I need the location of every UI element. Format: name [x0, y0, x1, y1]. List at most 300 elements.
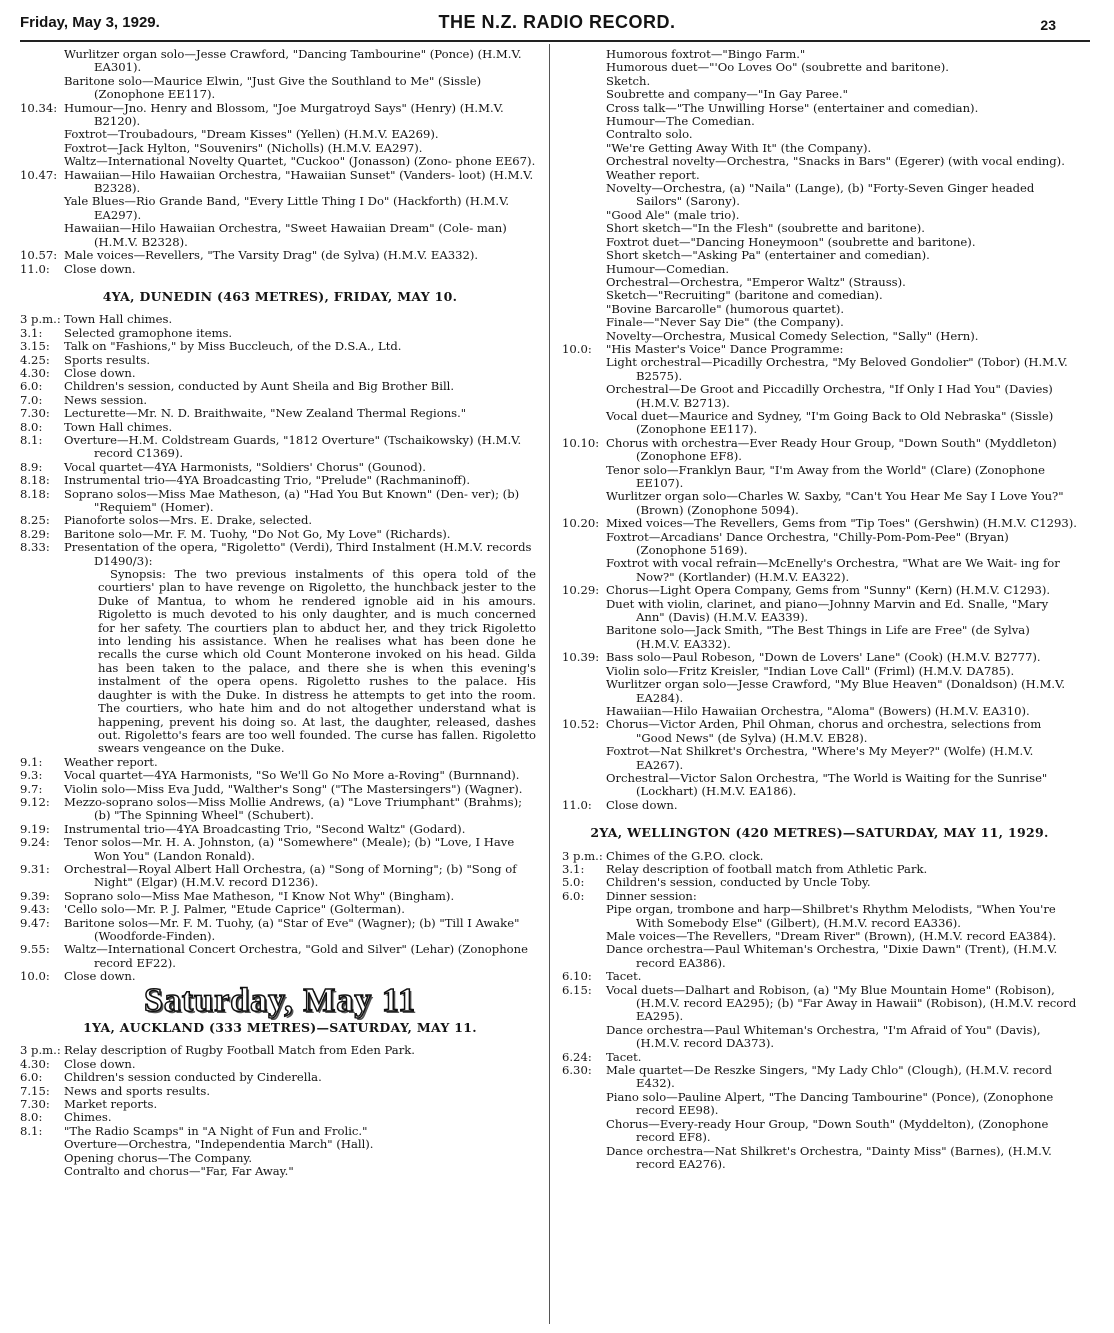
programme-line: Hawaiian—Hilo Hawaiian Orchestra, "Sweet Hawaiian Dream" (Cole-: [64, 221, 474, 236]
programme-line: (H.M.V. EA284).: [636, 677, 1066, 705]
programme-line: (Burnnand).: [448, 768, 520, 783]
programme-line: Children's session conducted by Cinderella.: [64, 1070, 322, 1085]
programme-time: 10.57:: [20, 248, 58, 263]
programme-line: Soprano solo—Miss Mae Matheson, "I Know Not Why" (Bingham).: [64, 888, 455, 903]
programme-text: [606, 88, 1077, 101]
programme-line: B2777).: [994, 650, 1041, 665]
programme-line: Tenor solo—Franklyn Baur, "I'm Away from the World" (Clare): [606, 462, 972, 477]
programme-time: 3.15:: [20, 339, 50, 354]
programme-entry: [562, 678, 1077, 705]
programme-entry: [20, 1138, 540, 1151]
programme-line: Close down.: [64, 969, 136, 984]
programme-time: 9.39:: [20, 888, 50, 903]
programme-text: [64, 102, 540, 129]
programme-line: Instrumental trio—4YA Broadcasting Trio, "Second Waltz" (Godard).: [64, 821, 466, 836]
programme-line: Sketch.: [606, 73, 651, 88]
programme-time: 10.52:: [562, 717, 600, 732]
programme-line: Chimes.: [64, 1110, 112, 1125]
programme-line: "We're Getting Away With It" (the Company).: [606, 140, 872, 155]
programme-text: [606, 236, 1077, 249]
programme-line: "Good Ale" (male trio).: [606, 207, 740, 222]
programme-entry: [20, 474, 540, 487]
programme-line: EA384).: [1009, 929, 1057, 943]
programme-line: "His Master's Voice" Dance Programme:: [606, 341, 844, 356]
programme-time: 11.0:: [20, 261, 50, 276]
programme-text: [606, 330, 1077, 343]
programme-text: [64, 407, 540, 420]
programme-line: Male voices—The Revellers, "Dream River" (Brown), (H.M.V. record: [606, 929, 1006, 943]
programme-entry: [20, 1111, 540, 1124]
programme-text: [64, 488, 540, 515]
programme-time: 3 p.m.:: [20, 312, 61, 327]
programme-text: [64, 169, 540, 196]
programme-line: Novelty—Orchestra, Musical Comedy Selection, "Sally" (Hern).: [606, 328, 979, 343]
programme-entry: [562, 705, 1077, 718]
programme-time: 10.39:: [562, 650, 600, 665]
programme-entry: [562, 799, 1077, 812]
programme-line: (Brahms); (b) "The Spinning Wheel" (Schubert).: [94, 794, 523, 823]
programme-line: Vocal quartet—4YA Harmonists, "So We'll Go No More a-Roving": [64, 768, 445, 783]
programme-entry: [562, 1064, 1077, 1091]
programme-line: Dance orchestra—Nat Shilkret's Orchestra, "Dainty Miss" (Barnes),: [606, 1143, 1005, 1158]
programme-text: [606, 1118, 1077, 1145]
programme-entry: [562, 222, 1077, 235]
programme-entry: [20, 421, 540, 434]
programme-entry: [562, 890, 1077, 903]
programme-line: Soubrette and company—"In Gay Paree.": [606, 87, 848, 102]
programme-text: [64, 903, 540, 916]
programme-entry: [20, 514, 540, 527]
programme-entry: [562, 624, 1077, 651]
programme-text: [64, 917, 540, 944]
programme-entry: [20, 836, 540, 863]
programme-entry: [20, 434, 540, 461]
page-number: 23: [1040, 17, 1056, 33]
programme-entry: [562, 142, 1077, 155]
programme-line: Humour—Jno. Henry and Blossom, "Joe Murgatroyd Says" (Henry): [64, 100, 457, 115]
programme-text: [606, 182, 1077, 209]
programme-time: 8.9:: [20, 459, 43, 474]
programme-line: Opening chorus—The Company.: [64, 1150, 253, 1165]
programme-text: [64, 327, 540, 340]
programme-line: Yale Blues—Rio Grande Band, "Every Little Thing I Do" (Hackforth): [64, 194, 462, 209]
programme-entry: [562, 303, 1077, 316]
programme-line: Male quartet—De Reszke Singers, "My Lady Chlo" (Clough), (H.M.V.: [606, 1063, 1010, 1078]
programme-text: [64, 354, 540, 367]
programme-entry: [562, 584, 1077, 597]
programme-entry: [20, 541, 540, 568]
programme-text: [64, 340, 540, 353]
programme-line: Mixed voices—The Revellers, Gems from "Tip Toes" (Gershwin): [606, 516, 980, 531]
programme-entry: [562, 289, 1077, 302]
programme-text: [64, 1111, 540, 1124]
programme-entry: [20, 1085, 540, 1098]
programme-line: Hawaiian—Hilo Hawaiian Orchestra, "Aloma" (Bowers) (H.M.V.: [606, 703, 979, 718]
programme-entry: [20, 528, 540, 541]
programme-text: [606, 665, 1077, 678]
programme-time: 9.43:: [20, 902, 50, 917]
programme-entry: [20, 380, 540, 393]
programme-line: Duet with violin, clarinet, and piano—Johnny Marvin and Ed. Snalle,: [606, 596, 1009, 611]
programme-line: Vocal duet—Maurice and Sydney, "I'm Going Back to Old Nebraska": [606, 408, 1007, 423]
programme-entry: [562, 970, 1077, 983]
programme-text: [64, 863, 540, 890]
programme-entry: [20, 943, 540, 970]
programme-line: Bass solo—Paul Robeson, "Down de Lovers' Lane" (Cook) (H.M.V.: [606, 650, 991, 665]
programme-entry: [562, 330, 1077, 343]
programme-text: [606, 61, 1077, 74]
programme-entry: [562, 772, 1077, 799]
programme-text: [64, 195, 540, 222]
programme-entry: [562, 410, 1077, 437]
programme-text: [606, 1091, 1077, 1118]
programme-list: [20, 48, 540, 276]
programme-text: [64, 48, 540, 75]
programme-line: Chorus—Every-ready Hour Group, "Down South" (Myddelton),: [606, 1116, 975, 1131]
programme-text: [606, 970, 1077, 983]
programme-line: (H.M.V. B2575).: [636, 355, 1068, 383]
programme-time: 10.10:: [562, 435, 600, 450]
programme-entry: [562, 209, 1077, 222]
programme-entry: [20, 155, 540, 168]
programme-entry: [562, 1091, 1077, 1118]
programme-text: [64, 890, 540, 903]
programme-entry: [562, 490, 1077, 517]
programme-line: Baritone solos—Mr. F. M. Tuohy, (a) "Star of Eve" (Wagner); (b): [64, 915, 436, 930]
programme-text: [606, 598, 1077, 625]
programme-text: [64, 461, 540, 474]
programme-line: Overture—H.M. Coldstream Guards, "1812 Overture" (Tschaikowsky): [64, 432, 474, 447]
programme-line: C1293).: [1003, 583, 1051, 598]
programme-line: Foxtrot—Jack Hylton, "Souvenirs" (Nicholls) (H.M.V. EA297).: [64, 140, 423, 155]
programme-line: headed Sailors" (Sarony).: [636, 181, 1035, 209]
header-rule: [20, 40, 1090, 42]
programme-time: 7.30:: [20, 1097, 50, 1112]
programme-line: Violin solo—Miss Eva Judd, "Walther's Song" ("The Mastersingers"): [64, 781, 461, 796]
programme-text: [606, 850, 1077, 863]
programme-text: [606, 624, 1077, 651]
programme-time: 8.25:: [20, 513, 50, 528]
programme-text: [64, 421, 540, 434]
programme-text: [606, 678, 1077, 705]
programme-entry: [20, 313, 540, 326]
programme-time: 4.30:: [20, 365, 50, 380]
programme-text: [64, 783, 540, 796]
programme-time: 9.47:: [20, 915, 50, 930]
programme-line: Instrumental trio—4YA Broadcasting Trio, "Prelude" (Rachmaninoff).: [64, 473, 471, 488]
programme-entry: [20, 142, 540, 155]
programme-time: 7.0:: [20, 392, 43, 407]
programme-line: Tacet.: [606, 969, 642, 984]
programme-entry: [20, 769, 540, 782]
programme-text: [64, 1165, 540, 1178]
programme-line: (Zonophone record EF22).: [94, 942, 528, 970]
programme-entry: [20, 340, 540, 353]
programme-entry: [562, 169, 1077, 182]
programme-line: 'Cello solo—Mr. P. J. Palmer, "Etude Caprice" (Golterman).: [64, 902, 405, 917]
programme-entry: [562, 383, 1077, 410]
programme-line: loot) (H.M.V. B2328).: [94, 167, 534, 196]
programme-entry: [562, 128, 1077, 141]
programme-line: Violin solo—Fritz Kreisler, "Indian Love Call" (Friml) (H.M.V.: [606, 663, 963, 678]
programme-entry: [20, 1071, 540, 1084]
programme-line: Children's session, conducted by Aunt Sheila and Big Brother Bill.: [64, 379, 455, 394]
programme-text: [606, 490, 1077, 517]
programme-entry: [562, 745, 1077, 772]
programme-line: Lecturette—Mr. N. D. Braithwaite, "New Zealand Thermal Regions.": [64, 406, 467, 421]
programme-text: [64, 1085, 540, 1098]
programme-time: 8.1:: [20, 1123, 43, 1138]
programme-time: 9.7:: [20, 781, 43, 796]
programme-line: Orchestral—De Groot and Piccadilly Orchestra, "If Only I Had You": [606, 382, 1001, 397]
programme-line: Sports results.: [64, 352, 151, 367]
programme-entry: [20, 863, 540, 890]
programme-text: [606, 48, 1077, 61]
programme-text: [64, 528, 540, 541]
programme-time: 8.0:: [20, 1110, 43, 1125]
programme-line: Pianoforte solos—Mrs. E. Drake, selected.: [64, 513, 313, 528]
programme-line: (Davis), (H.M.V. record DA373).: [636, 1022, 1041, 1051]
programme-text: [606, 155, 1077, 168]
programme-text: [606, 943, 1077, 970]
programme-entry: [20, 1098, 540, 1111]
programme-line: ending).: [1016, 154, 1065, 169]
programme-line: Foxtrot—Arcadians' Dance Orchestra, "Chilly-Pom-Pom-Pee" (Bryan): [606, 529, 1009, 544]
programme-entry: [20, 169, 540, 196]
programme-line: "Love, I Have Won You" (Landon Ronald).: [94, 835, 515, 863]
programme-text: [64, 394, 540, 407]
programme-text: [64, 434, 540, 461]
programme-line: Light orchestral—Picadilly Orchestra, "My Beloved Gondolier" (Tobor): [606, 355, 1021, 370]
programme-text: [606, 128, 1077, 141]
programme-line: Sylva) (H.M.V. EA332).: [636, 623, 1030, 651]
programme-line: Selected gramophone items.: [64, 325, 233, 340]
programme-entry: [562, 876, 1077, 889]
programme-line: (Sissle) (Zonophone EE117).: [636, 408, 1054, 437]
programme-line: Sunrise" (Lockhart) (H.M.V. EA186).: [636, 770, 1048, 799]
programme-line: man) (H.M.V. B2328).: [94, 221, 507, 249]
programme-text: [64, 1098, 540, 1111]
programme-list: [562, 850, 1077, 1172]
programme-line: Dinner session:: [606, 888, 697, 903]
programme-time: 8.1:: [20, 432, 43, 447]
programme-time: 6.0:: [562, 888, 585, 903]
programme-line: Humorous foxtrot—"Bingo Farm.": [606, 47, 806, 61]
programme-text: [64, 756, 540, 769]
programme-text: [606, 651, 1077, 664]
programme-text: [64, 541, 540, 568]
programme-line: DA785).: [966, 663, 1015, 678]
programme-line: Cross talk—"The Unwilling Horse" (entertainer and comedian).: [606, 100, 979, 115]
programme-line: EA332).: [430, 248, 479, 263]
programme-line: Orchestral—Victor Salon Orchestra, "The World is Waiting for the: [606, 770, 994, 785]
programme-line: Contralto solo.: [606, 127, 693, 142]
programme-line: Waltz—International Novelty Quartet, "Cuckoo" (Jonasson) (Zono-: [64, 154, 452, 169]
programme-line: Tacet.: [606, 1049, 642, 1064]
programme-entry: [562, 464, 1077, 491]
programme-line: Contralto and chorus—"Far, Far Away.": [64, 1164, 294, 1179]
programme-line: Soprano solos—Miss Mae Matheson, (a) "Had You But Known" (Den-: [64, 486, 468, 501]
programme-time: 9.3:: [20, 768, 43, 783]
programme-text: [606, 876, 1077, 889]
programme-line: (H.M.V. records D1490/3):: [94, 540, 532, 568]
programme-line: "The Radio Scamps" in "A Night of Fun and Frolic.": [64, 1123, 368, 1138]
programme-text: [64, 367, 540, 380]
page-header: [0, 0, 1114, 40]
programme-line: Novelty—Orchestra, (a) "Naila" (Lange), (b) "Forty-Seven Ginger: [606, 181, 988, 196]
programme-entry: [562, 276, 1077, 289]
programme-line: Male voices—Revellers, "The Varsity Drag" (de Sylva) (H.M.V.: [64, 248, 428, 263]
programme-line: Foxtrot with vocal refrain—McEnelly's Orchestra, "What are We Wait-: [606, 556, 1017, 571]
programme-line: Orchestral novelty—Orchestra, "Snacks in Bars" (Egerer) (with vocal: [606, 154, 1013, 169]
section-heading-2ya: 2YA, WELLINGTON (420 METRES)—SATURDAY, MAY 11, 1929.: [590, 825, 1049, 841]
programme-entry: [20, 222, 540, 249]
programme-entry: [562, 984, 1077, 1024]
programme-time: 6.0:: [20, 379, 43, 394]
programme-time: 9.55:: [20, 942, 50, 957]
programme-line: (Wagner).: [464, 781, 523, 796]
programme-line: Chorus—Light Opera Company, Gems from "Sunny" (Kern) (H.M.V.: [606, 583, 1000, 598]
programme-line: News and sports results.: [64, 1083, 211, 1098]
programme-line: Hawaiian—Hilo Hawaiian Orchestra, "Hawaiian Sunset" (Vanders-: [64, 167, 456, 182]
programme-entry: [562, 182, 1077, 209]
programme-line: Talk on "Fashions," by Miss Buccleuch, of the D.S.A., Ltd.: [64, 339, 402, 354]
programme-line: Waltz—International Concert Orchestra, "Gold and Silver" (Lehar): [64, 942, 455, 957]
programme-time: 6.30:: [562, 1063, 592, 1078]
programme-text: [606, 75, 1077, 88]
programme-line: Chorus with orchestra—Ever Ready Hour Group, "Down South": [606, 435, 982, 450]
programme-line: (H.M.V. EA267).: [636, 744, 1034, 772]
programme-line: Finale—"Never Say Die" (the Company).: [606, 315, 844, 330]
programme-line: (Davies) (H.M.V. B2713).: [636, 382, 1053, 410]
programme-entry: [562, 343, 1077, 356]
programme-entry: [562, 718, 1077, 745]
programme-time: 4.30:: [20, 1056, 50, 1071]
programme-text: [606, 209, 1077, 222]
programme-line: Foxtrot duet—"Dancing Honeymoon" (soubrette and baritone).: [606, 234, 976, 249]
programme-text: [606, 303, 1077, 316]
programme-line: (Robison), (H.M.V. record EA295); (b) "Far Away in Hawaii": [636, 982, 1055, 1011]
programme-time: 9.1:: [20, 754, 43, 769]
programme-entry: [562, 1145, 1077, 1172]
programme-line: Overture—Orchestra, "Independentia March" (Hall).: [64, 1137, 374, 1152]
programme-line: Dance orchestra—Paul Whiteman's Orchestra, "I'm Afraid of You": [606, 1022, 992, 1037]
programme-time: 8.18:: [20, 486, 50, 501]
programme-text: [64, 943, 540, 970]
programme-list: [20, 756, 540, 984]
issue-date: Friday, May 3, 1929.: [20, 14, 160, 31]
programme-line: Love You?" (Brown) (Zonophone 5094).: [636, 489, 1064, 517]
programme-time: 9.19:: [20, 821, 50, 836]
programme-line: (H.M.V. EA297).: [94, 194, 510, 222]
programme-text: [606, 718, 1077, 745]
programme-time: 3.1:: [20, 325, 43, 340]
programme-line: EA310).: [982, 703, 1030, 718]
programme-text: [606, 276, 1077, 289]
programme-text: [64, 263, 540, 276]
programme-entry: [20, 128, 540, 141]
programme-text: [64, 142, 540, 155]
programme-entry: [562, 598, 1077, 625]
programme-line: Short sketch—"Asking Pa" (entertainer and comedian).: [606, 248, 930, 263]
programme-line: Market reports.: [64, 1097, 158, 1112]
programme-entry: [562, 930, 1077, 943]
programme-text: [64, 769, 540, 782]
programme-text: [606, 863, 1077, 876]
programme-line: Sketch—"Recruiting" (baritone and comedian).: [606, 288, 883, 303]
section-heading-1ya: 1YA, AUCKLAND (333 METRES)—SATURDAY, MAY 11.: [83, 1020, 477, 1036]
programme-text: [606, 102, 1077, 115]
programme-text: [606, 343, 1077, 356]
programme-text: [606, 557, 1077, 584]
programme-time: 10.0:: [20, 969, 50, 984]
programme-line: Dance orchestra—Paul Whiteman's Orchestra, "Dixie Dawn" (Trent),: [606, 942, 1010, 957]
programme-entry: [20, 903, 540, 916]
programme-text: [606, 1051, 1077, 1064]
programme-line: from "Good News" (de Sylva) (H.M.V. EB28).: [636, 717, 1042, 745]
programme-time: 6.24:: [562, 1049, 592, 1064]
programme-entry: [562, 249, 1077, 262]
programme-entry: [562, 437, 1077, 464]
programme-line: (Zonophone record EF8).: [636, 1116, 1049, 1145]
programme-line: "Mary Ann" (Davis) (H.M.V. EA339).: [636, 596, 1049, 625]
programme-line: "Bovine Barcarolle" (humorous quartet).: [606, 301, 845, 316]
programme-entry: [562, 517, 1077, 530]
programme-line: Town Hall chimes.: [64, 312, 173, 327]
programme-text: [606, 517, 1077, 530]
programme-line: Weather report.: [64, 754, 158, 769]
programme-entry: [20, 917, 540, 944]
programme-text: [64, 155, 540, 168]
programme-line: Chorus—Victor Arden, Phil Ohman, chorus and orchestra, selections: [606, 717, 1010, 732]
programme-list: [20, 1044, 540, 1178]
programme-line: Weather report.: [606, 167, 700, 182]
programme-text: [64, 836, 540, 863]
programme-time: 8.33:: [20, 540, 50, 555]
programme-line: News session.: [64, 392, 148, 407]
programme-text: [64, 1138, 540, 1151]
programme-line: Foxtrot—Troubadours, "Dream Kisses" (Yellen) (H.M.V. EA269).: [64, 127, 439, 142]
programme-entry: [562, 88, 1077, 101]
programme-time: 7.30:: [20, 406, 50, 421]
programme-time: 8.29:: [20, 526, 50, 541]
programme-text: [64, 1071, 540, 1084]
programme-entry: [20, 48, 540, 75]
programme-text: [606, 263, 1077, 276]
programme-line: Close down.: [64, 261, 136, 276]
programme-entry: [20, 1058, 540, 1071]
programme-text: [606, 410, 1077, 437]
programme-entry: [562, 236, 1077, 249]
programme-line: Orchestral—Orchestra, "Emperor Waltz" (Strauss).: [606, 274, 906, 289]
programme-entry: [20, 461, 540, 474]
programme-time: 10.47:: [20, 167, 58, 182]
programme-text: [606, 222, 1077, 235]
programme-text: [606, 1064, 1077, 1091]
programme-text: [606, 705, 1077, 718]
programme-time: 4.25:: [20, 352, 50, 367]
programme-text: [606, 984, 1077, 1024]
programme-line: Vocal quartet—4YA Harmonists, "Soldiers' Chorus" (Gounod).: [64, 459, 426, 474]
publication-title: THE N.Z. RADIO RECORD.: [438, 12, 676, 32]
programme-entry: [20, 263, 540, 276]
programme-entry: [562, 115, 1077, 128]
programme-entry: [20, 1165, 540, 1178]
programme-text: [64, 380, 540, 393]
programme-entry: [20, 890, 540, 903]
programme-line: Piano solo—Pauline Alpert, "The Dancing Tambourine" (Ponce),: [606, 1089, 980, 1104]
programme-text: [606, 930, 1077, 943]
